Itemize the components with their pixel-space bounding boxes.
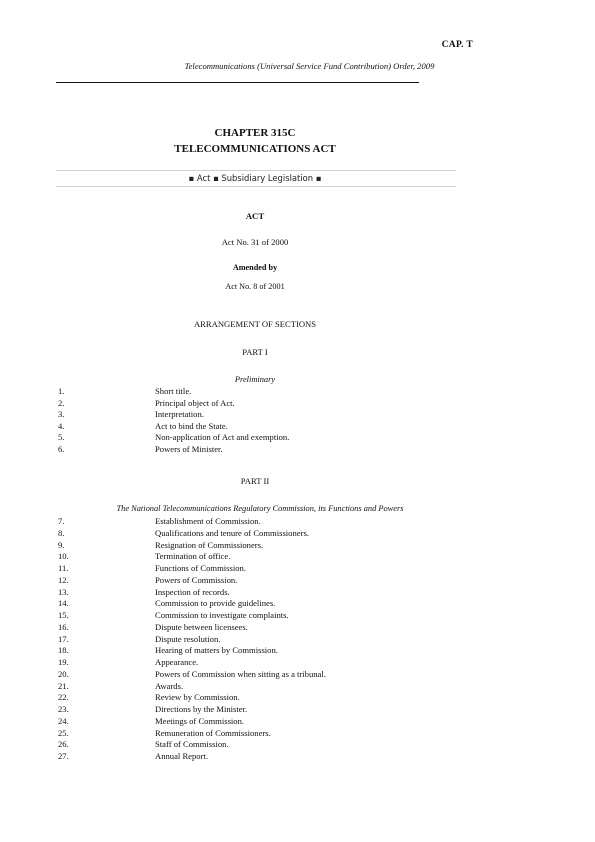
chapter-number: CHAPTER 315C bbox=[214, 127, 296, 139]
section-entry[interactable] bbox=[0, 398, 595, 410]
section-number: 4. bbox=[58, 420, 65, 431]
section-entry[interactable] bbox=[0, 432, 595, 444]
section-entry[interactable] bbox=[0, 681, 595, 693]
section-number: 3. bbox=[58, 409, 65, 420]
section-entry[interactable] bbox=[0, 751, 595, 763]
section-number: 11. bbox=[58, 563, 69, 573]
section-title: Non-application of Act and exemption. bbox=[155, 432, 290, 443]
section-title: Awards. bbox=[155, 680, 184, 691]
section-number: 16. bbox=[58, 621, 69, 632]
part-1-heading: Preliminary bbox=[234, 375, 276, 384]
section-entry[interactable] bbox=[0, 645, 595, 657]
section-entry[interactable] bbox=[0, 587, 595, 599]
section-number: 14. bbox=[58, 598, 69, 609]
nav-separator: ▪ bbox=[213, 173, 219, 183]
section-title: Interpretation. bbox=[155, 409, 204, 420]
section-entry[interactable] bbox=[0, 540, 595, 552]
section-title: Commission to provide guidelines. bbox=[155, 598, 276, 609]
section-number: 22. bbox=[58, 692, 69, 703]
section-entry[interactable] bbox=[0, 716, 595, 728]
section-entry[interactable] bbox=[0, 409, 595, 421]
section-entry[interactable] bbox=[0, 657, 595, 669]
section-entry[interactable] bbox=[0, 728, 595, 740]
section-title: Staff of Commission. bbox=[155, 739, 229, 750]
section-title: Powers of Commission when sitting as a tribunal. bbox=[155, 668, 326, 679]
section-title: Inspection of records. bbox=[155, 586, 230, 597]
section-title: Directions by the Minister. bbox=[155, 704, 248, 714]
section-title: Annual Report. bbox=[155, 751, 208, 761]
section-number: 6. bbox=[58, 444, 65, 454]
chapter-cap-label: CAP. T bbox=[441, 40, 473, 50]
section-title: Qualifications and tenure of Commissioners. bbox=[155, 527, 309, 538]
section-entry[interactable] bbox=[0, 575, 595, 587]
section-entry[interactable] bbox=[0, 704, 595, 716]
section-title: Powers of Commission. bbox=[155, 574, 238, 585]
section-entry[interactable] bbox=[0, 421, 595, 433]
section-entry[interactable] bbox=[0, 610, 595, 622]
chapter-title: TELECOMMUNICATIONS ACT bbox=[174, 143, 336, 155]
section-entry[interactable] bbox=[0, 622, 595, 634]
section-number: 7. bbox=[58, 516, 65, 526]
section-number: 13. bbox=[58, 586, 69, 597]
section-number: 25. bbox=[58, 727, 69, 738]
section-title: Remuneration of Commissioners. bbox=[155, 727, 271, 738]
section-entry[interactable] bbox=[0, 563, 595, 575]
section-entry[interactable] bbox=[0, 669, 595, 681]
section-entry[interactable] bbox=[0, 386, 595, 398]
part-1-label: PART I bbox=[242, 347, 268, 357]
arrangement-title: ARRANGEMENT OF SECTIONS bbox=[193, 319, 317, 329]
section-title: Commission to investigate complaints. bbox=[155, 610, 289, 620]
section-entry[interactable] bbox=[0, 444, 595, 456]
section-number: 1. bbox=[58, 386, 65, 396]
section-title: Dispute between licensees. bbox=[155, 621, 248, 632]
section-entry[interactable] bbox=[0, 516, 595, 528]
section-number: 26. bbox=[58, 739, 69, 750]
section-entry[interactable] bbox=[0, 634, 595, 646]
section-title: Termination of office. bbox=[155, 551, 231, 562]
section-number: 18. bbox=[58, 645, 69, 656]
section-title: Meetings of Commission. bbox=[155, 715, 245, 726]
section-entry[interactable] bbox=[0, 551, 595, 563]
nav-separator: ▪ bbox=[315, 173, 322, 183]
nav-separator: ▪ bbox=[188, 173, 195, 183]
section-number: 5. bbox=[58, 432, 65, 443]
section-title: Powers of Minister. bbox=[155, 444, 223, 454]
running-title: Telecommunications (Universal Service Fund Contribution) Order, 2009 bbox=[184, 61, 435, 71]
section-title: Principal object of Act. bbox=[155, 397, 235, 408]
section-number: 19. bbox=[58, 657, 69, 667]
section-number: 8. bbox=[58, 527, 65, 538]
part-2-heading: The National Telecommunications Regulatory Commission, its Functions and Powers bbox=[116, 504, 404, 513]
amending-act: Act No. 8 of 2001 bbox=[225, 282, 285, 291]
section-number: 15. bbox=[58, 610, 69, 620]
part-2-label: PART II bbox=[240, 476, 270, 486]
section-title: Act to bind the State. bbox=[155, 420, 228, 431]
section-number: 20. bbox=[58, 668, 69, 679]
section-title: Appearance. bbox=[155, 657, 199, 667]
section-entry[interactable] bbox=[0, 739, 595, 751]
section-title: Establishment of Commission. bbox=[155, 516, 261, 526]
section-number: 10. bbox=[58, 551, 69, 562]
amended-by-label: Amended by bbox=[232, 263, 278, 272]
section-title: Hearing of matters by Commission. bbox=[155, 645, 278, 656]
section-number: 23. bbox=[58, 704, 69, 714]
section-number: 12. bbox=[58, 574, 69, 585]
section-entry[interactable] bbox=[0, 598, 595, 610]
section-title: Functions of Commission. bbox=[155, 563, 246, 573]
section-number: 27. bbox=[58, 751, 69, 761]
act-number: Act No. 31 of 2000 bbox=[221, 237, 289, 247]
section-number: 21. bbox=[58, 680, 69, 691]
section-number: 2. bbox=[58, 397, 65, 408]
section-title: Resignation of Commissioners. bbox=[155, 539, 264, 550]
section-entry[interactable] bbox=[0, 528, 595, 540]
section-entry[interactable] bbox=[0, 692, 595, 704]
act-heading: ACT bbox=[245, 211, 265, 221]
section-number: 24. bbox=[58, 715, 69, 726]
section-title: Review by Commission. bbox=[155, 692, 240, 703]
section-title: Short title. bbox=[155, 386, 192, 396]
section-number: 17. bbox=[58, 633, 69, 644]
nav-link-subsidiary-legislation[interactable]: Subsidiary Legislation bbox=[221, 173, 314, 183]
section-number: 9. bbox=[58, 539, 65, 550]
nav-link-act[interactable]: Act bbox=[196, 173, 211, 183]
section-title: Dispute resolution. bbox=[155, 633, 221, 644]
